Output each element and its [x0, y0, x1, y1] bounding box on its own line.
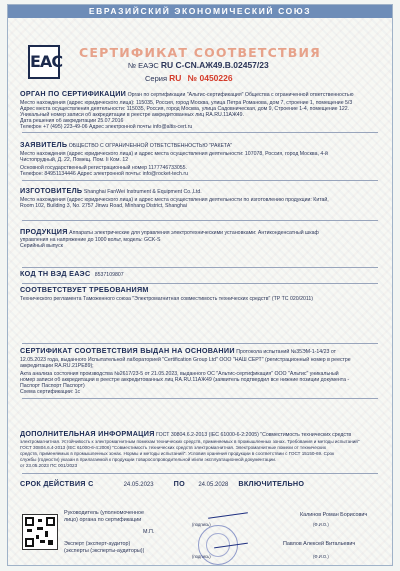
union-title: ЕВРАЗИЙСКИЙ ЭКОНОМИЧЕСКИЙ СОЮЗ: [8, 5, 392, 18]
expert-caption: (эксперты (эксперты-аудиторы)): [64, 548, 145, 554]
tnved-heading: КОД ТН ВЭД ЕАЭС: [20, 271, 91, 278]
basis-line: аккредитации RA.RU.21РЕ89);: [20, 363, 94, 369]
eac-logo: EAC: [28, 45, 60, 79]
expert-name: Павлов Алексей Витальевич: [283, 541, 356, 547]
additional-line: ГОСТ 30804.6.4-2013 (IEC 61000-6-4:2006) "Совместимость технических средств электромагнитная. Электромагнитные помехи от технических: [20, 445, 327, 450]
certificate-title: СЕРТИФИКАТ СООТВЕТСТВИЯ: [79, 45, 321, 60]
organ-line: Дата решения об аккредитации 25.07.2016: [20, 118, 124, 124]
basis-line: 12.05.2023 года, выданного Испытательной лабораторией "Certification Group Ltd" ООО "НАШ СЕРТ" (регистрационный номер в реестре: [20, 357, 351, 363]
mp-label: М.П.: [143, 529, 155, 535]
manufacturer-heading-row: [20, 188, 384, 195]
applicant-line: Чистопрудный, Д. 22, Помещ. Пом. Ii Ком. 12: [20, 157, 129, 163]
additional-heading: ДОПОЛНИТЕЛЬНАЯ ИНФОРМАЦИЯ: [20, 431, 155, 438]
divider: [22, 267, 378, 268]
divider: [22, 132, 378, 133]
basis-line: Паспорт Паспорт Паспорт): [20, 383, 85, 389]
additional-line: службы (годности) указан в прилагаемой к продукции товаросопроводительной и/или эксплуатационной документации.: [20, 457, 277, 462]
product-heading-row: [20, 229, 384, 236]
blank-number: № 0450226: [187, 74, 233, 83]
basis-line: Акта анализа состояния производства №2617/23-5 от 21.05.2023, выданного ОС "Альтис-сертификация" ООО "Альтис" уникальный: [20, 371, 339, 377]
tnved-value: 8537109807: [94, 272, 124, 278]
applicant-line: Место нахождения (адрес юридического лица) и адрес места осуществления деятельности: 107078, Россия, город Москва, 4-й: [20, 151, 328, 157]
applicant-line: Телефон: 84951134446 Адрес электронной почты: info@rocket-tech.ru: [20, 171, 188, 177]
manufacturer-line: Место нахождения (адрес юридического лица) и адрес места осуществления деятельности по изготовлению продукции: Китай,: [20, 197, 329, 203]
applicant-heading-note: ОБЩЕСТВО С ОГРАНИЧЕННОЙ ОТВЕТСТВЕННОСТЬЮ "РАКЕТА": [68, 143, 233, 149]
manufacturer-heading-note: Shanghai FanWei Instrument & Equipment Co.,Ltd.: [83, 189, 202, 195]
manufacturer-heading: ИЗГОТОВИТЕЛЬ: [20, 188, 83, 195]
fio-label: (Ф.И.О.): [313, 554, 329, 559]
divider: [22, 398, 378, 399]
organ-line: Место нахождения (адрес юридического лица): 115035, Россия, город Москва, улица Петра Романова, дом 7, строение 1, помещение 5/3: [20, 100, 353, 106]
basis-heading-note: Протокола испытаний №35ЭМ-1-14/23 от: [236, 349, 336, 355]
expert-caption: Эксперт (эксперт-аудитор): [64, 541, 131, 547]
organ-line: Адрес места осуществления деятельности: 115035, Россия, город Москва, улица Садовническая, дом 9, Строение 1-4, помещение 122.: [20, 106, 350, 112]
additional-heading-row: [20, 431, 384, 438]
basis-line: номер записи об аккредитации в реестре аккредитованных лиц RA.RU.11АЖ49 (заявитель подтвердил все нижние позиции документа -: [20, 377, 350, 383]
divider: [22, 180, 378, 181]
validity-to-label: ПО: [173, 479, 185, 488]
manufacturer-line: Room 102, Building 3, No. 2757 Jinwu Road, Minhang District, Shanghai: [20, 203, 187, 209]
divider: [22, 343, 378, 344]
number-value: RU С-CN.АЖ49.В.02457/23: [160, 61, 269, 70]
signature-label: (подпись): [192, 554, 211, 559]
product-heading: ПРОДУКЦИЯ: [20, 229, 68, 236]
applicant-line: Основной государственный регистрационный номер 1177746733055.: [20, 165, 187, 171]
series-row: [145, 74, 233, 83]
head-signature: [208, 512, 248, 519]
validity-heading: СРОК ДЕЙСТВИЯ С: [20, 479, 94, 488]
certificate-frame: [7, 4, 393, 566]
validity-row: [20, 479, 390, 490]
product-line: управления на напряжение до 1000 вольт, модель: GCK-S: [20, 237, 161, 243]
applicant-heading-row: [20, 142, 384, 149]
tnved-row: [20, 271, 384, 278]
organ-line: Уникальный номер записи об аккредитации в реестре аккредитованных лиц RA.RU.11АЖ49.: [20, 112, 244, 118]
additional-heading-note: ГОСТ 30804.6.2-2013 (IEC 61000-6-2:2005) "Совместимость технических средств: [156, 432, 352, 438]
qr-code: [22, 514, 58, 550]
head-name: Калинов Роман Борисович: [300, 512, 368, 518]
product-line: Аппараты электрические для управления электротехническими установками: Антиконденсатный шкаф: [69, 230, 319, 236]
validity-from: 24.05.2023: [123, 482, 154, 488]
requirements-heading: СООТВЕТСТВУЕТ ТРЕБОВАНИЯМ: [20, 287, 149, 294]
organ-heading-row: [20, 91, 384, 98]
validity-inclusive: ВКЛЮЧИТЕЛЬНО: [238, 479, 305, 488]
head-caption: Руководитель (уполномоченное: [64, 510, 144, 516]
divider: [22, 473, 378, 474]
product-line: Серийный выпуск: [20, 243, 63, 249]
head-caption: лицо) органа по сертификации: [64, 517, 142, 523]
organ-heading-note: Орган по сертификации "Альтис-сертификация" Общества с ограниченной ответственностью: [127, 92, 354, 98]
basis-line: Схема сертификации: 1с: [20, 389, 81, 395]
validity-to: 24.05.2028: [198, 482, 229, 488]
series-value: RU: [169, 74, 182, 83]
organ-heading: ОРГАН ПО СЕРТИФИКАЦИИ: [20, 91, 127, 98]
additional-line: электромагнитная. Устойчивость к электромагнитным помехам технических средств, применяемых в промышленных зонах. Требования и методы испытаний": [20, 439, 360, 444]
requirements-line: Технического регламента Таможенного союза "Электромагнитная совместимость технических средств" (ТР ТС 020/2011): [20, 296, 313, 302]
fio-label: (Ф.И.О.): [313, 522, 329, 527]
signature-label: (подпись): [192, 522, 211, 527]
organ-line: Телефон +7 (495) 223-49-06 Адрес электронной почты info@altis-cert.ru: [20, 124, 193, 130]
additional-line: средств, применяемых в промышленных зонах. Нормы и методы испытаний". Условия хранения продукции в соответствии с ГОСТ 15150-69. Срок: [20, 451, 335, 456]
certificate-number: [128, 61, 269, 70]
series-label: Серия: [145, 74, 168, 83]
divider: [22, 283, 378, 284]
basis-heading-row: [20, 348, 384, 355]
divider: [22, 220, 378, 221]
number-label: № ЕАЭС: [128, 61, 159, 70]
applicant-heading: ЗАЯВИТЕЛЬ: [20, 142, 68, 149]
basis-heading: СЕРТИФИКАТ СООТВЕТСТВИЯ ВЫДАН НА ОСНОВАНИИ: [20, 348, 235, 355]
additional-line: от 23.05.2023 ПС 001/2023: [20, 463, 78, 468]
